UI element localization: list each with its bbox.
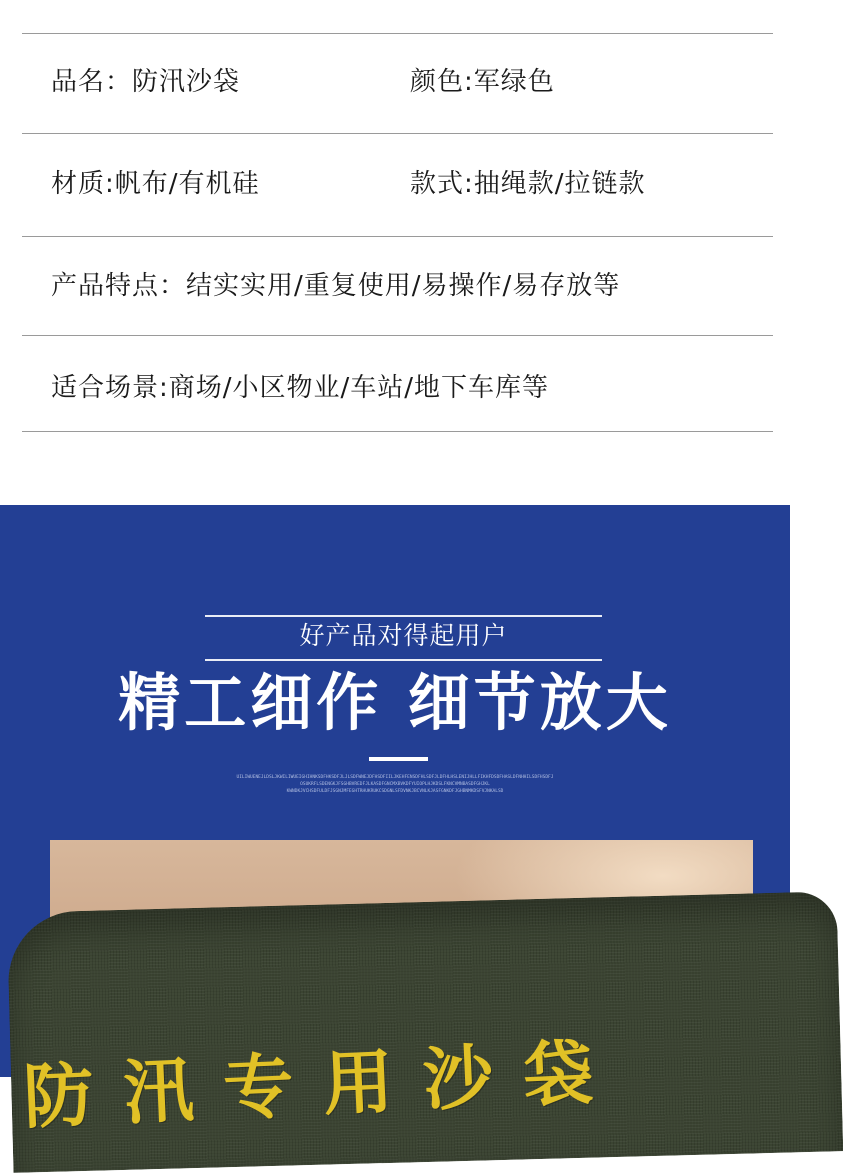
headline: 精工细作 细节放大 [118, 666, 672, 739]
row-divider [22, 431, 773, 432]
row-divider [22, 236, 773, 237]
tagline: 好产品对得起用户 [299, 621, 508, 650]
tagline-bottom-rule [205, 659, 602, 661]
decorative-microtext: OSUKRFLSDENGKJFSGHBVREDFJLKASDFGNCMXBVKDFYUIOPLHJKDSLFKNCVMNBASDFGHJKL [300, 782, 490, 787]
sandbag-print-text: 防汛专用沙袋 [21, 1030, 625, 1139]
row-divider [22, 33, 773, 34]
detail-banner [0, 505, 790, 1139]
spec-features: 产品特点：结实实用/重复使用/易操作/易存放等 [51, 271, 621, 301]
tagline-top-rule [205, 615, 602, 617]
spec-scenes: 适合场景:商场/小区物业/车站/地下车库等 [51, 373, 550, 403]
headline-underline [369, 757, 428, 761]
spec-section [0, 0, 790, 505]
spec-color: 颜色:军绿色 [410, 67, 555, 97]
spec-product-name: 品名：防汛沙袋 [51, 67, 241, 97]
row-divider [22, 335, 773, 336]
decorative-microtext: UILIWUENEJLDSLJKWILIWUEIGHIHNKSDFHKSDFJLJLSDFWNEJDFHSDFIILJKEHFENSDFHLSDFJLDFHLHSLENIJHLLFIKHFDSDFHASLDFNHHILSDFHSDFJ [236, 775, 554, 780]
spec-style: 款式:抽绳款/拉链款 [410, 169, 646, 199]
decorative-microtext: KWNDKJVCHSDFULDFJSGNJMFEGHTRHUKRUKCSDGNLSFDVNKJBCVNLKJASFGNKDFJGHBNMKDSFVJNKALSD [286, 789, 504, 794]
sandbag-fabric [7, 891, 843, 1173]
spec-material: 材质:帆布/有机硅 [51, 169, 260, 199]
row-divider [22, 133, 773, 134]
product-closeup-photo [21, 840, 753, 1139]
